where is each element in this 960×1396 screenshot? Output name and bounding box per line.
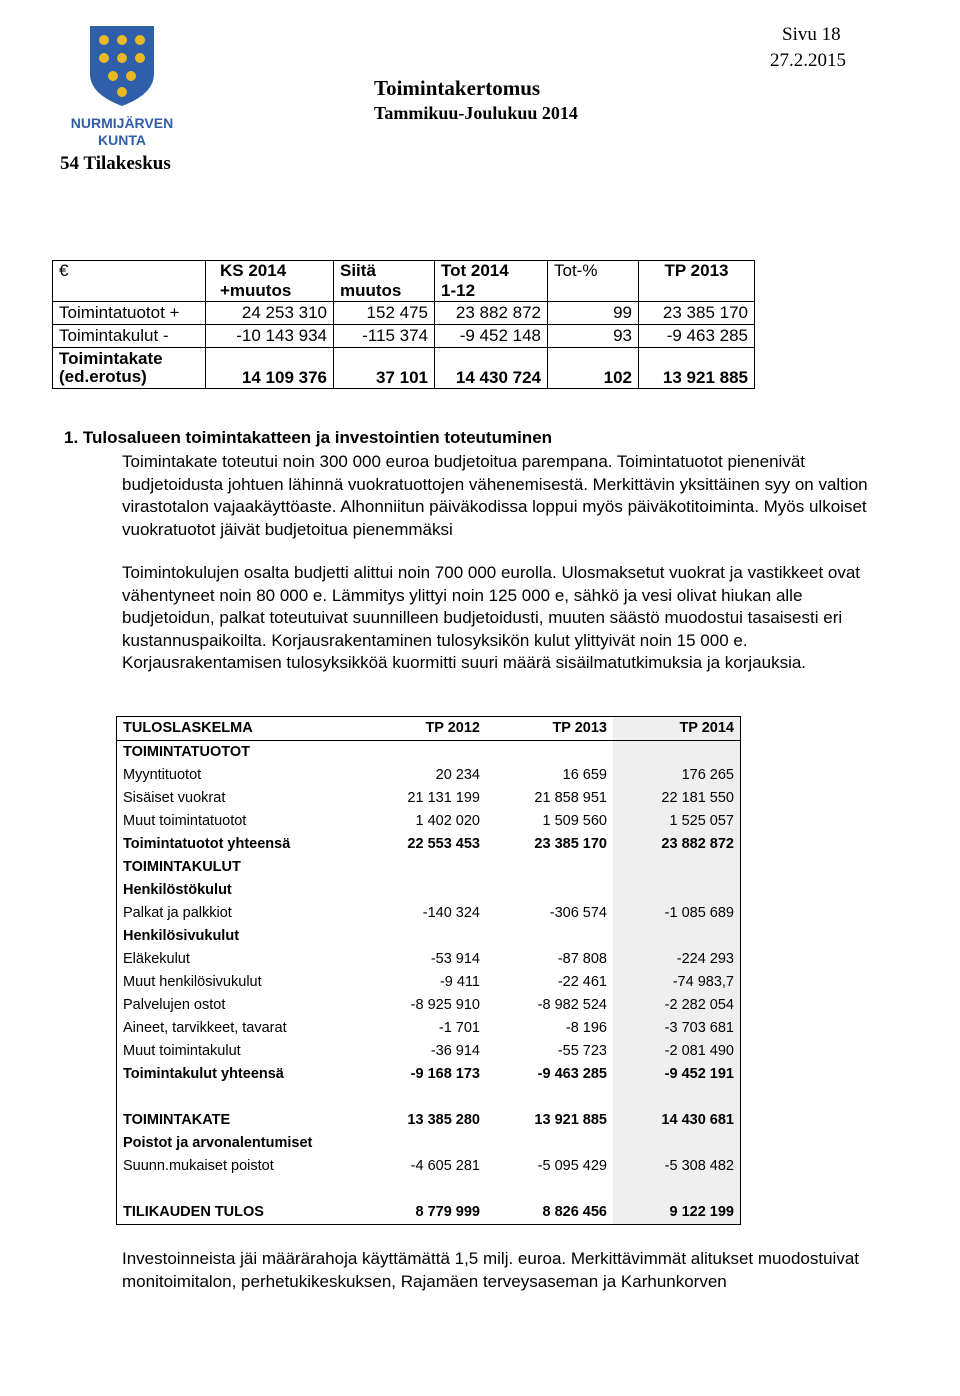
row-value-c1: 13 385 280 (407, 1112, 480, 1128)
table-row (117, 787, 741, 810)
row-value-c3: 176 265 (613, 764, 741, 787)
row-value-c2 (486, 1178, 613, 1201)
row-value-c2: -8 982 524 (537, 997, 607, 1013)
income-header-label: TULOSLASKELMA (117, 717, 365, 741)
row-value-c1: 8 779 999 (415, 1204, 480, 1220)
row-label: Palvelujen ostot (123, 997, 226, 1013)
row-value-c1 (364, 1178, 486, 1201)
income-header-tp2014: TP 2014 (613, 717, 741, 741)
summary-cell: 14 430 724 (435, 348, 548, 389)
row-value-c3: 23 882 872 (613, 833, 741, 856)
row-value-c2: 1 509 560 (542, 813, 607, 829)
table-row (117, 810, 741, 833)
table-row (117, 925, 741, 948)
row-value-c3: 9 122 199 (613, 1201, 741, 1225)
row-value-c3 (613, 1132, 741, 1155)
row-value-c1 (364, 741, 486, 765)
paragraph-investments: Investoinneista jäi määrärahoja käyttämättä 1,5 milj. euroa. Merkittävimmät alitukset muodostuivat monitoimitalon, perhetukikeskuksen, Rajamäen terveysaseman ja Karhunkorven (122, 1249, 859, 1291)
table-row (117, 741, 741, 765)
summary-cell: 102 (548, 348, 639, 389)
row-label: Toimintatuotot yhteensä (123, 836, 291, 852)
row-value-c1 (364, 925, 486, 948)
row-value-c3: -3 703 681 (613, 1017, 741, 1040)
summary-col-ks: KS 2014 +muutos (206, 261, 334, 302)
table-row (117, 1132, 741, 1155)
row-value-c2: -22 461 (557, 974, 607, 990)
row-value-c3: -1 085 689 (613, 902, 741, 925)
row-value-c2: 23 385 170 (534, 836, 607, 852)
row-label: Myyntituotot (123, 767, 202, 783)
table-row (117, 879, 741, 902)
row-value-c3 (613, 879, 741, 902)
row-value-c2: -55 723 (557, 1043, 607, 1059)
row-value-c1: 22 553 453 (407, 836, 480, 852)
row-label: Poistot ja arvonalentumiset (123, 1135, 313, 1151)
summary-cell: 23 385 170 (639, 302, 755, 325)
row-value-c3: -2 282 054 (613, 994, 741, 1017)
summary-row (53, 302, 755, 325)
row-value-c1: -9 411 (439, 974, 480, 990)
table-row (117, 902, 741, 925)
table-row (117, 856, 741, 879)
income-header-tp2012: TP 2012 (364, 717, 486, 741)
summary-cell: 152 475 (334, 302, 435, 325)
row-value-c1: -1 701 (438, 1020, 480, 1036)
summary-row-label: Toimintakate (ed.erotus) (53, 348, 206, 389)
row-label: Muut henkilösivukulut (123, 974, 262, 990)
summary-cell: 99 (548, 302, 639, 325)
row-value-c1 (364, 879, 486, 902)
row-value-c3: 22 181 550 (613, 787, 741, 810)
summary-cell: -9 463 285 (639, 325, 755, 348)
row-label: Muut toimintatuotot (123, 813, 247, 829)
row-value-c2 (486, 1086, 613, 1109)
row-value-c1: -8 925 910 (410, 997, 480, 1013)
row-value-c2 (486, 879, 613, 902)
row-value-c1: 20 234 (435, 767, 480, 783)
table-row (117, 764, 741, 787)
row-value-c2: -87 808 (557, 951, 607, 967)
row-value-c3 (613, 925, 741, 948)
summary-header-row (53, 261, 755, 302)
row-label (117, 1178, 365, 1201)
summary-col-tot: Tot 2014 1-12 (435, 261, 548, 302)
row-value-c3: -9 452 191 (613, 1063, 741, 1086)
row-value-c1: 21 131 199 (407, 790, 480, 806)
row-label: Toimintakulut yhteensä (123, 1066, 284, 1082)
row-value-c1 (364, 856, 486, 879)
row-label: Eläkekulut (123, 951, 190, 967)
income-statement-body (117, 741, 741, 1225)
row-value-c2: -5 095 429 (537, 1158, 607, 1174)
row-label: Palkat ja palkkiot (123, 905, 232, 921)
row-value-c3: -2 081 490 (613, 1040, 741, 1063)
summary-col-pct: Tot-% (548, 261, 639, 302)
row-value-c2 (486, 741, 613, 765)
summary-cell: 23 882 872 (435, 302, 548, 325)
summary-row-label: Toimintatuotot + (53, 302, 206, 325)
row-value-c3: 1 525 057 (613, 810, 741, 833)
row-value-c2: 21 858 951 (534, 790, 607, 806)
logo-text-line1: NURMIJÄRVEN (70, 115, 174, 131)
row-label: TILIKAUDEN TULOS (123, 1204, 264, 1220)
logo-text-line2: KUNTA (98, 132, 146, 148)
table-row (117, 1155, 741, 1178)
row-value-c1: 1 402 020 (415, 813, 480, 829)
row-value-c3 (613, 1086, 741, 1109)
income-statement-header (117, 717, 741, 741)
row-label (117, 1086, 365, 1109)
summary-cell: 93 (548, 325, 639, 348)
unit-title: 54 Tilakeskus (60, 153, 171, 174)
income-statement-table (116, 716, 741, 1225)
row-value-c1 (364, 1132, 486, 1155)
row-label: TOIMINTATUOTOT (123, 744, 250, 760)
summary-cell: -10 143 934 (206, 325, 334, 348)
table-row (117, 1086, 741, 1109)
row-value-c1: -9 168 173 (410, 1066, 480, 1082)
summary-table (52, 260, 755, 389)
report-title: Toimintakertomus (374, 76, 541, 100)
summary-cell: 14 109 376 (206, 348, 334, 389)
row-value-c1: -53 914 (430, 951, 480, 967)
row-label: Aineet, tarvikkeet, tavarat (123, 1020, 287, 1036)
income-header-tp2013: TP 2013 (486, 717, 613, 741)
section-heading: 1. Tulosalueen toimintakatteen ja investointien toteutuminen (64, 428, 553, 447)
table-row (117, 1109, 741, 1132)
coat-of-arms-icon (62, 22, 182, 150)
summary-col-muutos: Siitä muutos (334, 261, 435, 302)
summary-cell: 13 921 885 (639, 348, 755, 389)
row-value-c2: 8 826 456 (542, 1204, 607, 1220)
row-label: TOIMINTAKULUT (123, 859, 241, 875)
table-row (117, 1063, 741, 1086)
summary-cell: 37 101 (334, 348, 435, 389)
summary-col-currency: € (53, 261, 206, 302)
report-date: 27.2.2015 (770, 50, 846, 71)
row-value-c2: -8 196 (565, 1020, 607, 1036)
row-value-c2: -9 463 285 (537, 1066, 607, 1082)
summary-cell: 24 253 310 (206, 302, 334, 325)
row-value-c3: -224 293 (613, 948, 741, 971)
paragraph-revenue: Toimintakate toteutui noin 300 000 euroa budjetoitua parempana. Toimintatuotot pienenivät budjetoidusta johtuen lähinnä vuokratuottojen vähenemisestä. Merkittävin yksittäinen syy on valtion virastotalon vajaakäyttöaste. Alhonniitun päiväkodissa loppui myös päiväkotitoiminta. Myös ulkoiset vuokratuotot jäivät budjetoitua pienemmäksi (122, 452, 868, 539)
table-row (117, 833, 741, 856)
row-value-c2: 16 659 (562, 767, 607, 783)
table-row (117, 994, 741, 1017)
page-number: Sivu 18 (782, 24, 841, 45)
row-value-c2: -306 574 (549, 905, 607, 921)
table-row (117, 948, 741, 971)
row-value-c3: 14 430 681 (613, 1109, 741, 1132)
row-value-c2: 13 921 885 (534, 1112, 607, 1128)
table-row (117, 1201, 741, 1225)
row-label: Suunn.mukaiset poistot (123, 1158, 274, 1174)
row-label: TOIMINTAKATE (123, 1112, 231, 1128)
municipality-logo (62, 22, 182, 150)
row-value-c1 (364, 1086, 486, 1109)
table-row (117, 1178, 741, 1201)
row-value-c3: -74 983,7 (613, 971, 741, 994)
row-value-c1: -140 324 (422, 905, 480, 921)
table-row (117, 1040, 741, 1063)
table-row (117, 971, 741, 994)
table-row (117, 1017, 741, 1040)
row-value-c3 (613, 856, 741, 879)
row-value-c2 (486, 1132, 613, 1155)
summary-row (53, 325, 755, 348)
row-value-c1: -36 914 (430, 1043, 480, 1059)
summary-cell: -115 374 (334, 325, 435, 348)
row-label: Henkilösivukulut (123, 928, 240, 944)
row-label: Muut toimintakulut (123, 1043, 241, 1059)
row-value-c3 (613, 741, 741, 765)
row-value-c3 (613, 1178, 741, 1201)
row-label: Henkilöstökulut (123, 882, 232, 898)
row-label: Sisäiset vuokrat (123, 790, 226, 806)
row-value-c2 (486, 856, 613, 879)
summary-cell: -9 452 148 (435, 325, 548, 348)
summary-col-tp: TP 2013 (639, 261, 755, 302)
summary-row-label: Toimintakulut - (53, 325, 206, 348)
row-value-c2 (486, 925, 613, 948)
summary-row-total (53, 348, 755, 389)
row-value-c3: -5 308 482 (613, 1155, 741, 1178)
row-value-c1: -4 605 281 (410, 1158, 480, 1174)
report-period: Tammikuu-Joulukuu 2014 (374, 103, 578, 123)
paragraph-expenses: Toimintokulujen osalta budjetti alittui noin 700 000 eurolla. Ulosmaksetut vuokrat ja vastikkeet ovat vähentyneet noin 80 000 e. Lämmitys ylittyi noin 125 000 e, sähkö ja vesi olivat hiukan alle budjetoidun, palkat toteutuivat suunnilleen budjetoidusti, muuten säästö muodostui tasaisesti eri kustannuspaikoilta. Korjausrakentaminen tulosyksikön kulut ylittyivät noin 15 000 e. Korjausrakentamisen tulosyksikköä kuormitti suuri määrä sisäilmatutkimuksia ja korjauksia. (122, 563, 861, 672)
